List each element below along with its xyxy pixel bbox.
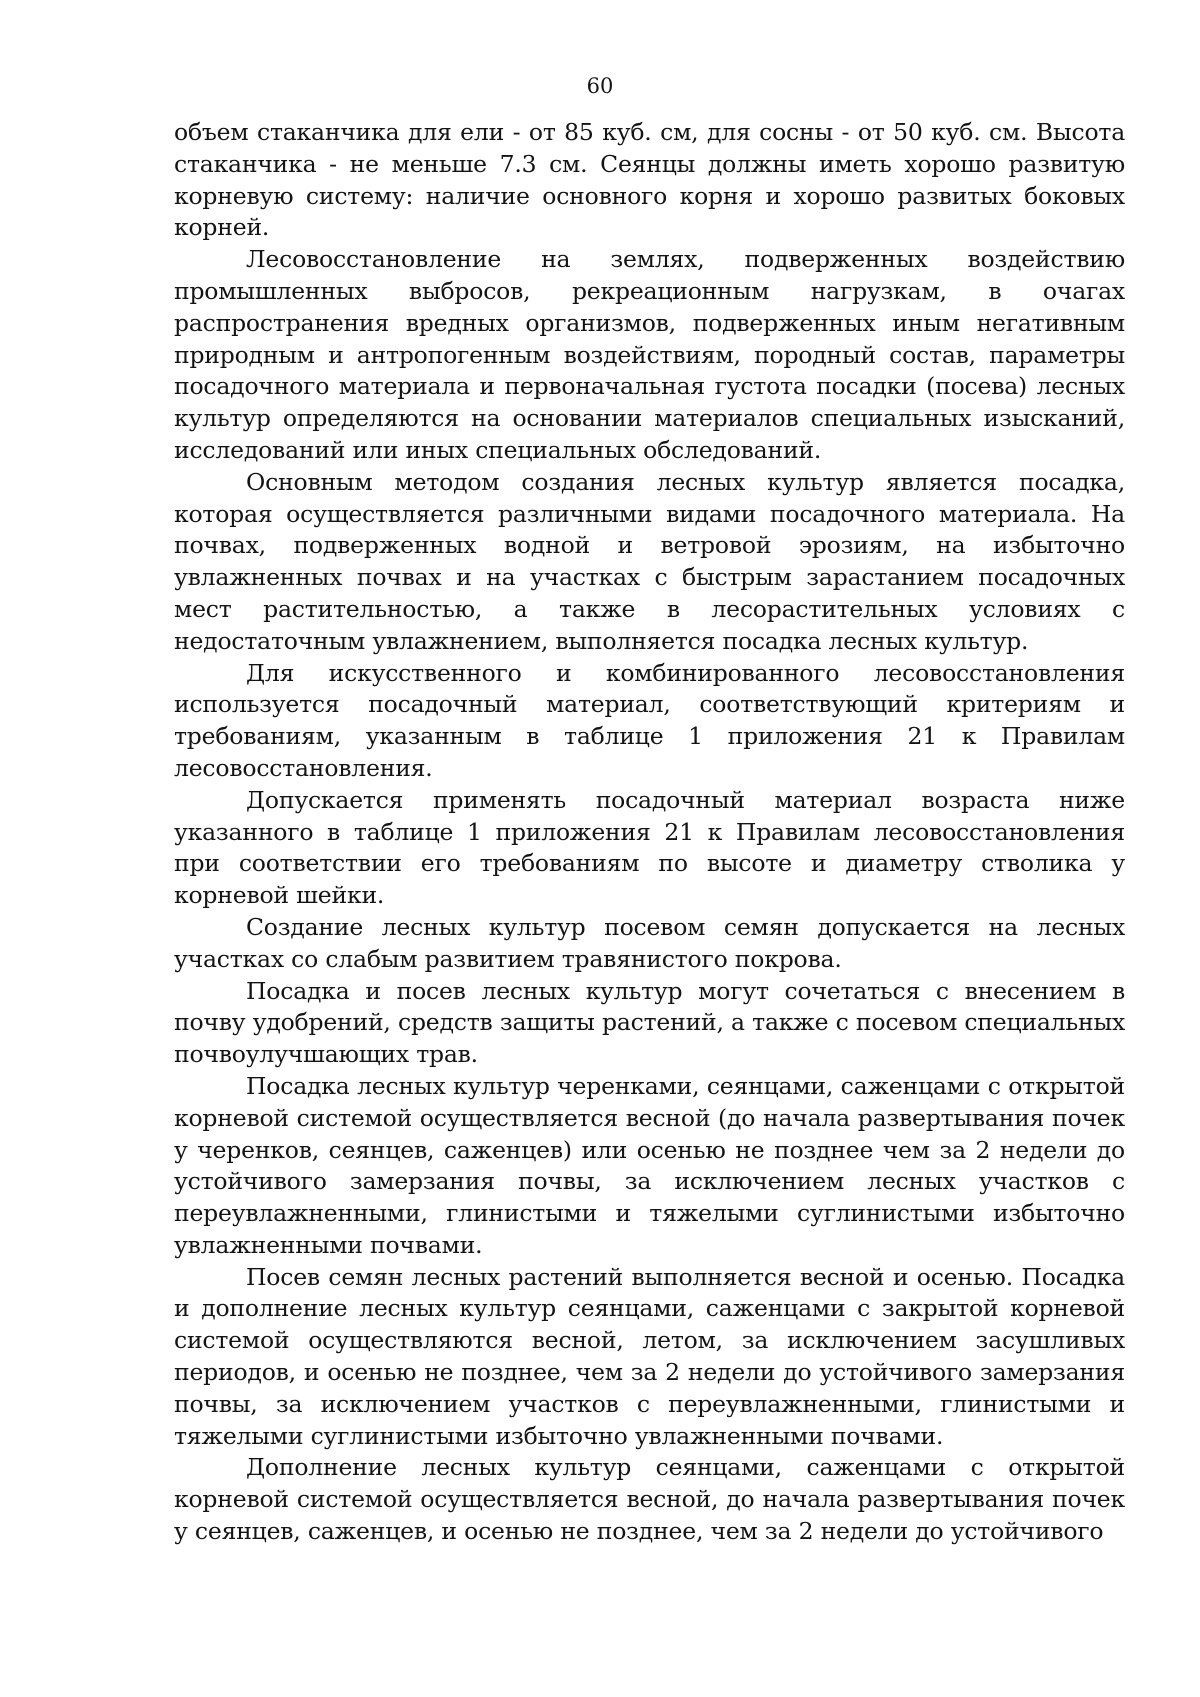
paragraph-main-planting-method: Основным методом создания лесных культур является посадка, которая осуществляется различными видами посадочного материала. На почвах, подверженных водной и ветровой эрозиям, на избыточно увлажненных почвах и на участках с быстрым зарастанием посадочных мест растительностью, а также в лесорастительных условиях с недостаточным увлажнением, выполняется посадка лесных культур. [174,467,1125,655]
paragraph-reforestation-affected-lands: Лесовосстановление на землях, подверженных воздействию промышленных выбросов, рекреационным нагрузкам, в очагах распространения вредных организмов, подверженных иным негативным природным и антропогенным воздействиям, породный состав, параметры посадочного материала и первоначальная густота посадки (посева) лесных культур определяются на основании материалов специальных изысканий, исследований или иных специальных обследований. [174,245,1125,464]
paragraph-cup-volume: объем стаканчика для ели - от 85 куб. см, для сосны - от 50 куб. см. Высота стаканчика - не меньше 7.3 см. Сеянцы должны иметь хорошо развитую корневую систему: наличие основного корня и хорошо развитых боковых корней. [174,118,1125,242]
document-body [174,117,1125,1548]
paragraph-open-root-planting-season: Посадка лесных культур черенками, сеянцами, саженцами с открытой корневой системой осуществляется весной (до начала развертывания почек у черенков, сеянцев, саженцев) или осенью не позднее чем за 2 недели до устойчивого замерзания почвы, за исключением лесных участков с переувлажненными, глинистыми и тяжелыми суглинистыми избыточно увлажненными почвами. [174,1071,1125,1259]
paragraph-younger-material-allowed: Допускается применять посадочный материал возраста ниже указанного в таблице 1 приложения 21 к Правилам лесовосстановления при соответствии его требованиям по высоте и диаметру стволика у корневой шейки. [174,785,1125,910]
paragraph-supplementing-cultures: Дополнение лесных культур сеянцами, саженцами с открытой корневой системой осуществляется весной, до начала развертывания почек у сеянцев, саженцев, и осенью не позднее, чем за 2 недели до устойчивого [174,1453,1125,1546]
paragraph-fertilizers: Посадка и посев лесных культур могут сочетаться с внесением в почву удобрений, средств защиты растений, а также с посевом специальных почвоулучшающих трав. [174,976,1125,1069]
page-number: 60 [586,74,614,98]
paragraph-planting-material-criteria: Для искусственного и комбинированного лесовосстановления используется посадочный материал, соответствующий критериям и требованиям, указанным в таблице 1 приложения 21 к Правилам лесовосстановления. [174,658,1125,782]
paragraph-closed-root-planting-season: Посев семян лесных растений выполняется весной и осенью. Посадка и дополнение лесных культур сеянцами, саженцами с закрытой корневой системой осуществляются весной, летом, за исключением засушливых периодов, и осенью не позднее, чем за 2 недели до устойчивого замерзания почвы, за исключением участков с переувлажненными, глинистыми и тяжелыми суглинистыми избыточно увлажненными почвами. [174,1262,1125,1450]
paragraph-seed-sowing: Создание лесных культур посевом семян допускается на лесных участках со слабым развитием травянистого покрова. [174,912,1125,973]
